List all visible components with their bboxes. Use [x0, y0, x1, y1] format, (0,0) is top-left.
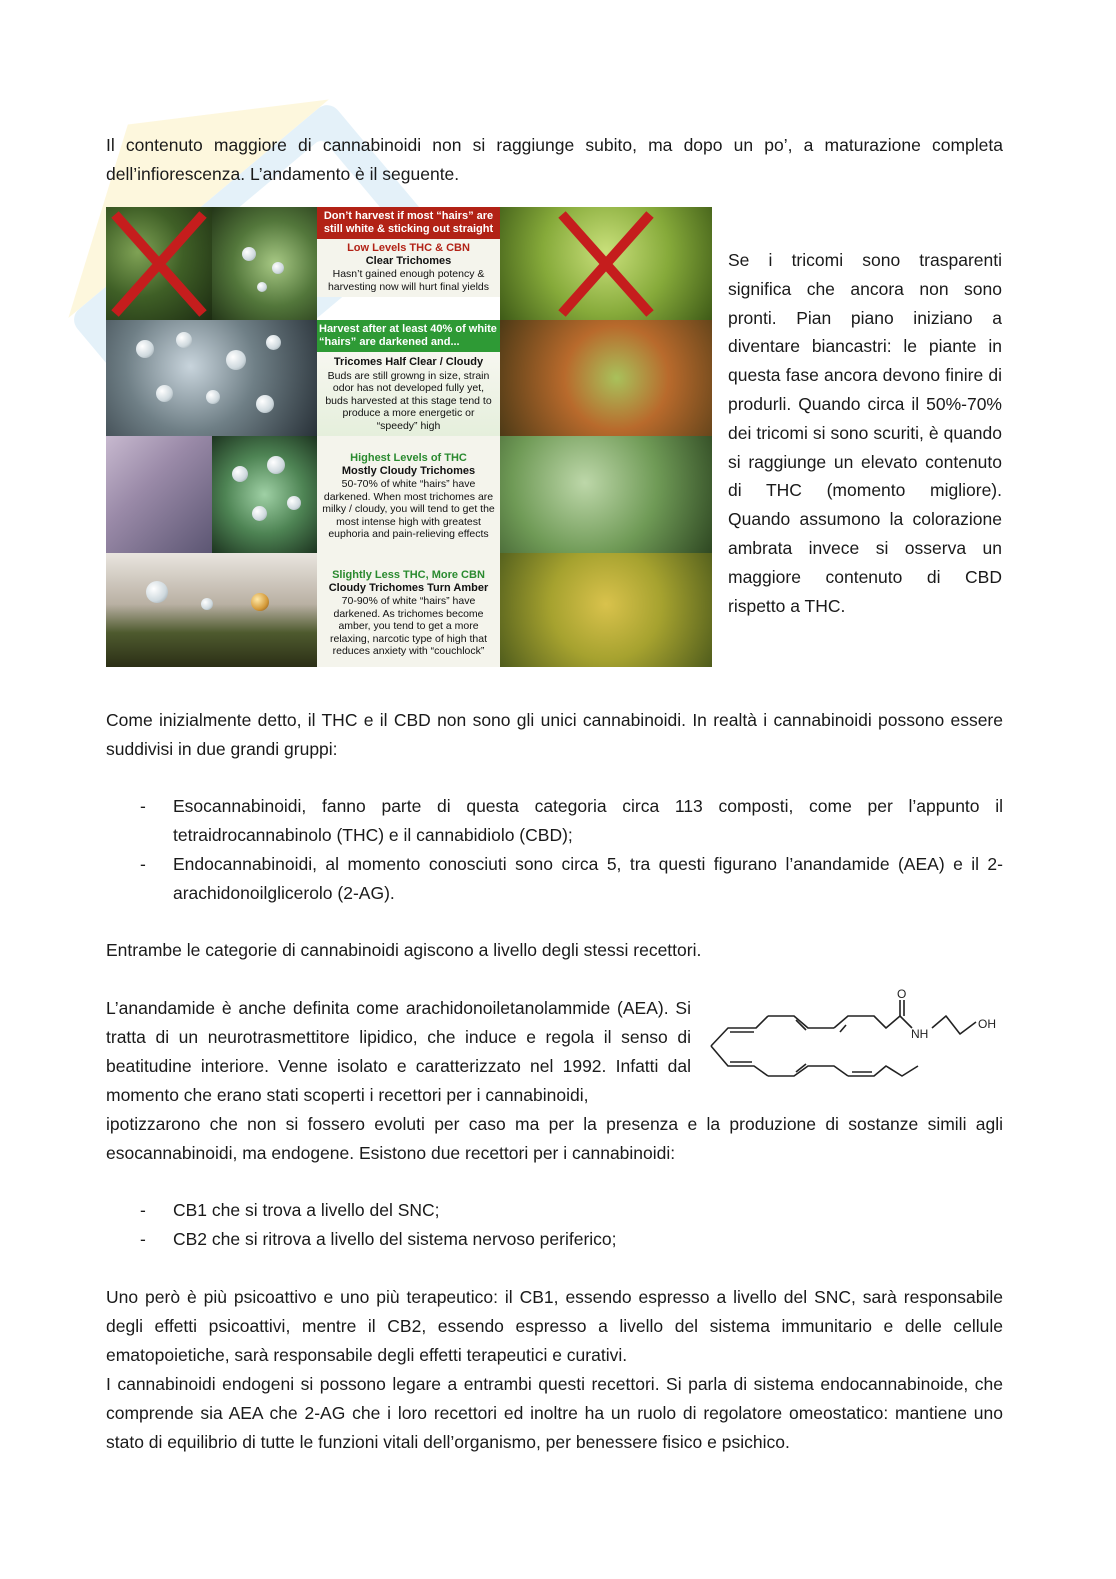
anandamide-paragraph-continued: ipotizzarono che non si fossero evoluti per caso ma per la presenza e la produzione di sostanze simili agli esocannabinoidi, ma endogene. Esistono due recettori per i cannabinoidi: [106, 1114, 1003, 1163]
stage1-body: Hasn’t gained enough potency & harvesting now will hurt final yields [327, 268, 490, 293]
photo-cloudy-trichomes [106, 436, 317, 553]
red-x-icon [106, 209, 214, 319]
trichome-infographic [106, 207, 712, 667]
oxygen-label: O [897, 988, 907, 1001]
photo-frosty-bud [500, 436, 712, 553]
stage4-subtitle: Cloudy Trichomes Turn Amber [328, 581, 489, 594]
intro-paragraph: Il contenuto maggiore di cannabinoidi non si raggiunge subito, ma dopo un po’, a maturazione completa dell’infiorescenza. L’andamento è il seguente. [106, 135, 1003, 184]
groups-intro-paragraph: Come inizialmente detto, il THC e il CBD non sono gli unici cannabinoidi. In realtà i cannabinoidi possono essere suddivisi in due grandi gruppi: [106, 710, 1003, 759]
receptor-types-list [106, 1196, 1003, 1254]
red-x-icon [551, 209, 661, 319]
stage2-panel [317, 320, 500, 436]
harvest-after-banner: Harvest after at least 40% of white “hairs” are darkened and... [317, 320, 500, 352]
photo-amber-bud [500, 553, 712, 667]
stage1-panel [317, 207, 500, 320]
stage3-body: 50-70% of white “hairs” have darkened. When most trichomes are milky / cloudy, you will tend to get the most intense high with greatest euphoria and pain-relieving effects [322, 478, 495, 540]
list-item: - CB2 che si ritrova a livello del sistema nervoso periferico; [140, 1229, 617, 1249]
nh-label: NH [911, 1027, 929, 1041]
photo-early-buds [106, 207, 317, 320]
photo-white-hairs [500, 207, 712, 320]
stage1-subtitle: Clear Trichomes [365, 254, 452, 267]
receptors-paragraph: Entrambe le categorie di cannabinoidi agiscono a livello degli stessi recettori. [106, 940, 702, 960]
stage3-panel [317, 436, 500, 553]
list-item: - CB1 che si trova a livello del SNC; [140, 1200, 440, 1220]
photo-clear-trichomes [106, 320, 317, 436]
cannabinoid-groups-list [106, 792, 1003, 908]
psychoactive-paragraph: Uno però è più psicoattivo e uno più terapeutico: il CB1, essendo espresso a livello del SNC, sarà responsabile degli effetti psicoattivi, mentre il CB2, essendo espresso a livello del sistema immunitario e delle cellule ematopoietiche, sarà responsabile degli effetti terapeutici e curativi. [106, 1287, 1003, 1365]
list-item: - Endocannabinoidi, al momento conosciuti sono circa 5, tra questi figurano l’anandamide (AEA) e il 2-arachidonoilglicerolo (2-AG). [140, 854, 1003, 903]
stage1-title: Low Levels THC & CBN [347, 242, 470, 254]
trichome-explanation: Se i tricomi sono trasparenti significa che ancora non sono pronti. Pian piano iniziano a diventare biancastri: le piante in questa fase ancora devono finire di produrli. Quando circa il 50%-70% dei tricomi si sono scuriti, è quando si raggiunge un elevato contenuto di THC (momento migliore). Quando assumono la colorazione ambrata invece si osserva un maggiore contenuto di CBD rispetto a THC. [728, 250, 1002, 616]
endocannabinoid-paragraph: I cannabinoidi endogeni si possono legare a entrambi questi recettori. Si parla di sistema endocannabinoide, che comprende sia AEA che 2-AG che i loro recettori ed inoltre ha un ruolo di regolatore omeostatico: mantiene uno stato di equilibrio di tutte le funzioni vitali dell’organismo, per benessere fisico e psichico. [106, 1374, 1003, 1452]
stage3-subtitle: Mostly Cloudy Trichomes [341, 464, 476, 477]
oh-label: OH [978, 1017, 996, 1031]
photo-amber-trichomes [106, 553, 317, 667]
stage4-panel [317, 553, 500, 667]
dont-harvest-banner: Don’t harvest if most “hairs” are still white & sticking out straight [317, 207, 500, 239]
stage4-title: Slightly Less THC, More CBN [332, 569, 485, 581]
stage3-title: Highest Levels of THC [350, 452, 467, 464]
stage2-title: Tricomes Half Clear / Cloudy [333, 356, 484, 368]
photo-maturing-bud [500, 320, 712, 436]
anandamide-paragraph: L’anandamide è anche definita come arachidonoiletanolammide (AEA). Si tratta di un neurotrasmettitore lipidico, che induce e regola il senso di beatitudine interiore. Venne isolato e caratterizzato nel 1992. Infatti dal momento che erano stati scoperti i recettori per i cannabinoidi, [106, 998, 691, 1105]
stage4-body: 70-90% of white “hairs” have darkened. As trichomes become amber, you tend to get a more relaxing, narcotic type of high that reduces anxiety with “couchlock” [329, 595, 487, 657]
anandamide-structure-diagram [706, 988, 1006, 1084]
list-item: - Esocannabinoidi, fanno parte di questa categoria circa 113 composti, come per l’appunto il tetraidrocannabinolo (THC) e il cannabidiolo (CBD); [140, 796, 1003, 845]
stage2-body: Buds are still growng in size, strain odor has not developed fully yet, buds harvested at this stage tend to produce a more energetic or “speedy” high [325, 369, 492, 432]
